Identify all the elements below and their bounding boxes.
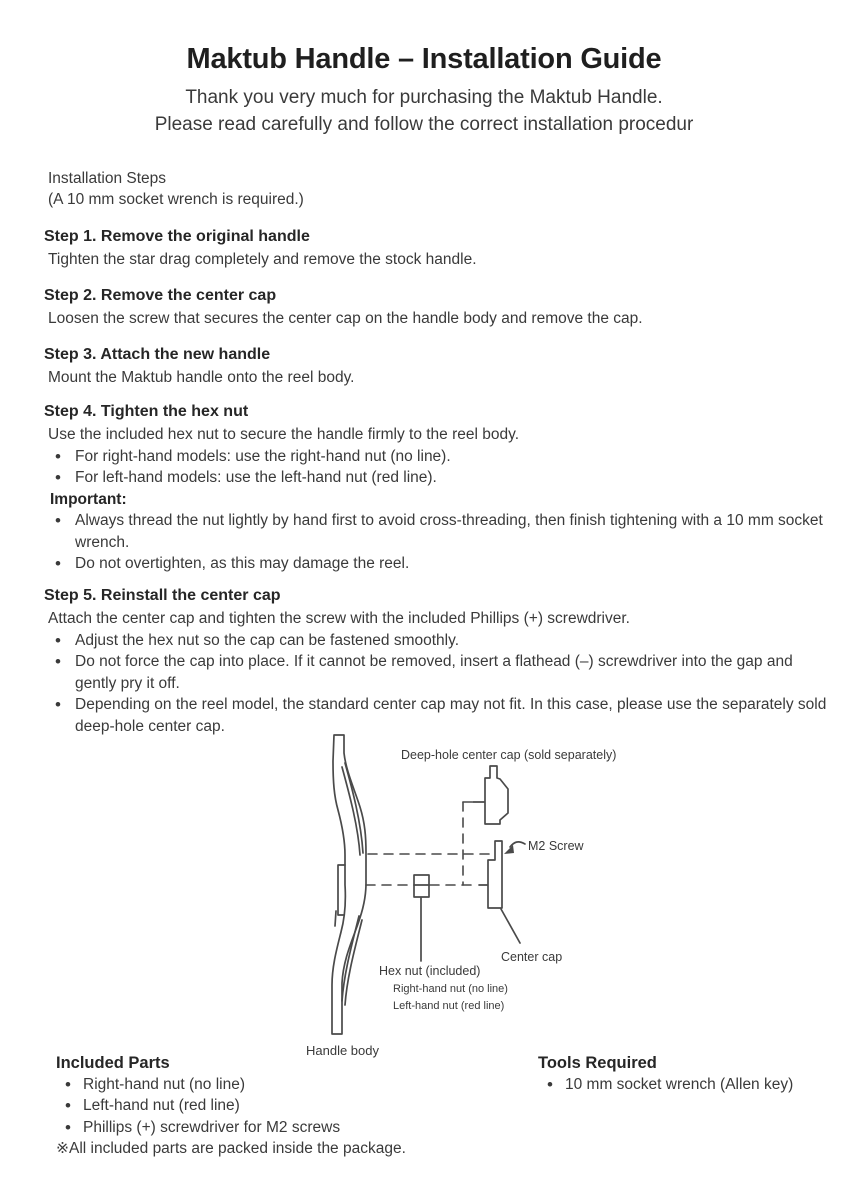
deep-hole-cap-shape <box>485 766 508 824</box>
page-title: Maktub Handle – Installation Guide <box>186 43 662 75</box>
step-5-bullet-list <box>44 630 836 738</box>
left-hand-nut-label: Left-hand nut (red line) <box>393 1000 505 1012</box>
handle-body-label: Handle body <box>306 1043 379 1058</box>
included-parts-heading: Included Parts <box>56 1054 170 1072</box>
step-4-title: Step 4. Tighten the hex nut <box>44 403 249 420</box>
step-5 <box>44 585 836 737</box>
deep-hole-cap-label: Deep-hole center cap (sold separately) <box>401 748 617 762</box>
parts-diagram <box>280 733 660 1065</box>
step-4-bullet-list <box>44 446 836 489</box>
step-4-body: Use the included hex nut to secure the handle firmly to the reel body. <box>48 426 520 443</box>
list-item: • For right-hand models: use the right-hand nut (no line). <box>44 446 836 468</box>
step-3-body: Mount the Maktub handle onto the reel body. <box>48 369 355 386</box>
list-item: • Left-hand nut (red line) <box>56 1095 496 1116</box>
tools-required-section <box>538 1052 838 1095</box>
list-item: • Always thread the nut lightly by hand first to avoid cross-threading, then finish tightening with a 10 mm socket wrench. <box>44 510 836 553</box>
list-item: • 10 mm socket wrench (Allen key) <box>538 1074 838 1095</box>
included-parts-list <box>56 1074 496 1138</box>
tools-required-list <box>538 1074 838 1095</box>
list-item: • Right-hand nut (no line) <box>56 1074 496 1095</box>
step-3 <box>44 344 836 389</box>
hex-nut-shape <box>414 875 429 897</box>
step-4 <box>44 401 836 575</box>
intro-message-line-1: Thank you very much for purchasing the Maktub Handle. <box>185 87 663 108</box>
step-2-body: Loosen the screw that secures the center cap on the handle body and remove the cap. <box>48 310 643 327</box>
step-5-title: Step 5. Reinstall the center cap <box>44 587 281 604</box>
center-cap-shape <box>488 841 502 908</box>
list-item: • For left-hand models: use the left-hand nut (red line). <box>44 467 836 489</box>
step-2 <box>44 285 836 330</box>
installation-steps-lead <box>48 168 304 210</box>
list-item: • Phillips (+) screwdriver for M2 screws <box>56 1117 496 1138</box>
step-3-title: Step 3. Attach the new handle <box>44 346 271 363</box>
handle-left-notch <box>335 911 336 926</box>
list-item: • Adjust the hex nut so the cap can be fastened smoothly. <box>44 630 836 652</box>
center-cap-label: Center cap <box>501 950 563 964</box>
step-1-title: Step 1. Remove the original handle <box>44 228 310 245</box>
intro-message-line-2: Please read carefully and follow the correct installation procedur <box>154 114 694 135</box>
tools-required-heading: Tools Required <box>538 1054 657 1072</box>
intro-message <box>0 84 848 138</box>
step-1 <box>44 226 836 271</box>
m2-screw-arrowhead <box>504 845 514 854</box>
included-parts-section <box>56 1052 496 1159</box>
list-item: • Do not overtighten, as this may damage the reel. <box>44 553 836 575</box>
step-5-body: Attach the center cap and tighten the screw with the included Phillips (+) screwdriver. <box>48 610 630 627</box>
list-item: • Depending on the reel model, the standard center cap may not fit. In this case, please use the separately sold deep-hole center cap. <box>44 694 836 737</box>
step-4-important-list <box>44 510 836 575</box>
important-label: Important: <box>50 490 127 508</box>
installation-steps-label: Installation Steps <box>48 170 167 187</box>
m2-screw-label: M2 Screw <box>528 839 584 853</box>
step-1-body: Tighten the star drag completely and remove the stock handle. <box>48 251 477 268</box>
hex-nut-label: Hex nut (included) <box>379 964 481 978</box>
right-hand-nut-label: Right-hand nut (no line) <box>393 983 508 995</box>
step-2-title: Step 2. Remove the center cap <box>44 287 277 304</box>
center-cap-leader-line <box>501 909 520 943</box>
list-item: • Do not force the cap into place. If it cannot be removed, insert a flathead (–) screwdriver into the gap and gently pry it off. <box>44 651 836 694</box>
tool-requirement-note: (A 10 mm socket wrench is required.) <box>48 191 304 208</box>
handle-mid-tab <box>338 865 345 915</box>
included-parts-note: ※All included parts are packed inside the package. <box>56 1139 406 1157</box>
